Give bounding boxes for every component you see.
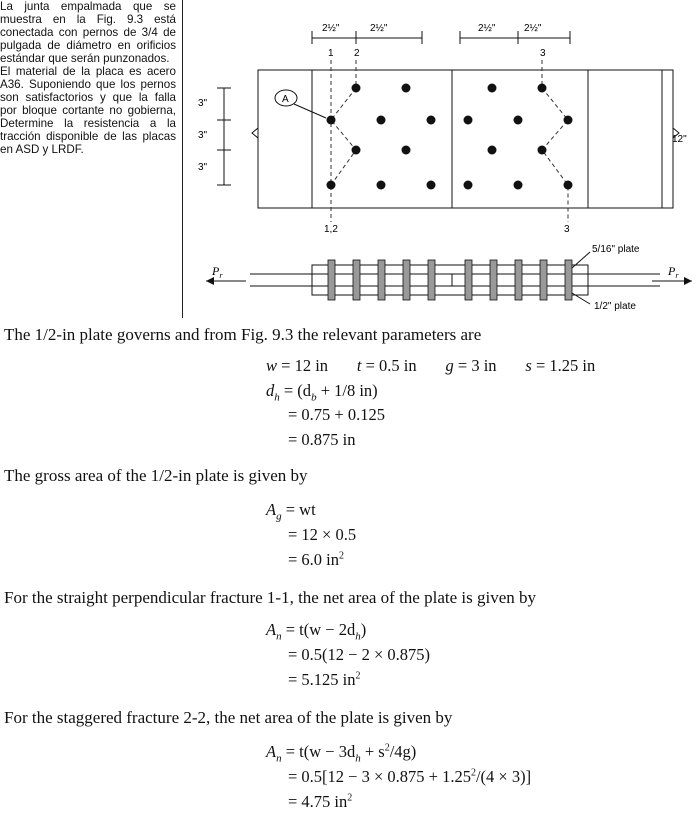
spacing-label-2: 3" — [198, 130, 208, 141]
text-straight: For the straight perpendicular fracture 1-1, the net area of the plate is given by — [4, 588, 536, 607]
marker-a-leader — [294, 104, 326, 118]
section-label-3: 3 — [540, 48, 546, 59]
spacing-label-1: 3" — [198, 98, 208, 109]
problem-statement — [0, 0, 176, 156]
dim-label-1: 2½" — [322, 23, 340, 34]
plate-12-label: 1/2" plate — [594, 301, 636, 312]
param-w: = 12 in — [281, 356, 329, 375]
bolt-holes — [327, 84, 573, 190]
an1-step-1: $A_n = t(w - 2d_h)$ — [266, 620, 367, 643]
arrowhead-right-icon — [684, 277, 692, 285]
force-label-right: $P_r$ — [668, 264, 679, 280]
an2-step-1: $A_n = t(w - 3d_h + s^2/4g)$ — [266, 742, 417, 765]
section-label-2: 2 — [354, 48, 360, 59]
left-dimensions — [217, 88, 231, 185]
splice-figure — [190, 0, 700, 318]
ag-step-3: = 6.0 $in^2$ — [288, 550, 345, 569]
problem-paragraph-1: La junta empalmada que se muestra en la Fig. 9.3 está conectada con pernos de 3/4 de pulgada de diámetro en orificios estándar que serán punzonados. — [0, 0, 176, 65]
break-left-icon — [252, 128, 258, 138]
marker-a-label: A — [282, 94, 289, 105]
an2-step-3: = 4.75 $in^2$ — [288, 792, 353, 811]
width-label: 12" — [672, 134, 687, 145]
text-governs: The 1/2-in plate governs and from Fig. 9.3 the relevant parameters are — [4, 325, 482, 344]
fracture-lines — [331, 60, 568, 222]
arrowhead-left-icon — [206, 277, 214, 285]
an1-step-2: = 0.5(12 − 2 × 0.875) — [288, 645, 431, 664]
an2-step-2: = $0.5[12 - 3 \times 0.875 + 1.25^2/(4 \times 3)]$ — [288, 767, 532, 786]
ag-step-1: $A_g$ = wt — [266, 500, 316, 523]
bolt-shanks — [328, 260, 572, 300]
text-gross: The gross area of the 1/2-in plate is given by — [4, 466, 308, 485]
dh-definition: $d_h = (d_b + 1/8$ in) — [266, 381, 378, 404]
param-g: = 3 in — [457, 356, 497, 375]
plate-516-label: 5/16" plate — [592, 244, 640, 255]
side-view — [250, 265, 660, 295]
section-label-3-bottom: 3 — [564, 224, 570, 235]
force-label-left: $P_r$ — [212, 264, 223, 280]
section-label-12: 1,2 — [324, 224, 338, 235]
param-s: = 1.25 in — [535, 356, 596, 375]
params-line: w = 12 in t = 0.5 in g = 3 in s = 1.25 in — [266, 356, 596, 375]
ag-step-2: = 12 × 0.5 — [288, 525, 357, 544]
problem-paragraph-2: El material de la placa es acero A36. Suponiendo que los pernos son satisfactorios y que la falla por bloque cortante no gobierna, Determine la resistencia a la tracción disponible de las placas en ASD y LRDF. — [0, 65, 176, 156]
dim-label-4: 2½" — [524, 23, 542, 34]
text-staggered: For the staggered fracture 2-2, the net area of the plate is given by — [4, 708, 453, 727]
leader-516 — [572, 252, 590, 268]
dim-label-2: 2½" — [370, 23, 388, 34]
section-label-1: 1 — [328, 48, 334, 59]
right-dimension — [656, 70, 668, 208]
column-divider — [182, 0, 183, 318]
param-t: = 0.5 in — [365, 356, 417, 375]
dim-label-3: 2½" — [478, 23, 496, 34]
dh-step-3: = 0.875 in — [288, 430, 356, 449]
an1-step-3: = 5.125 $in^2$ — [288, 670, 361, 689]
dh-step-2: = 0.75 + 0.125 — [288, 405, 385, 424]
spacing-label-3: 3" — [198, 162, 208, 173]
